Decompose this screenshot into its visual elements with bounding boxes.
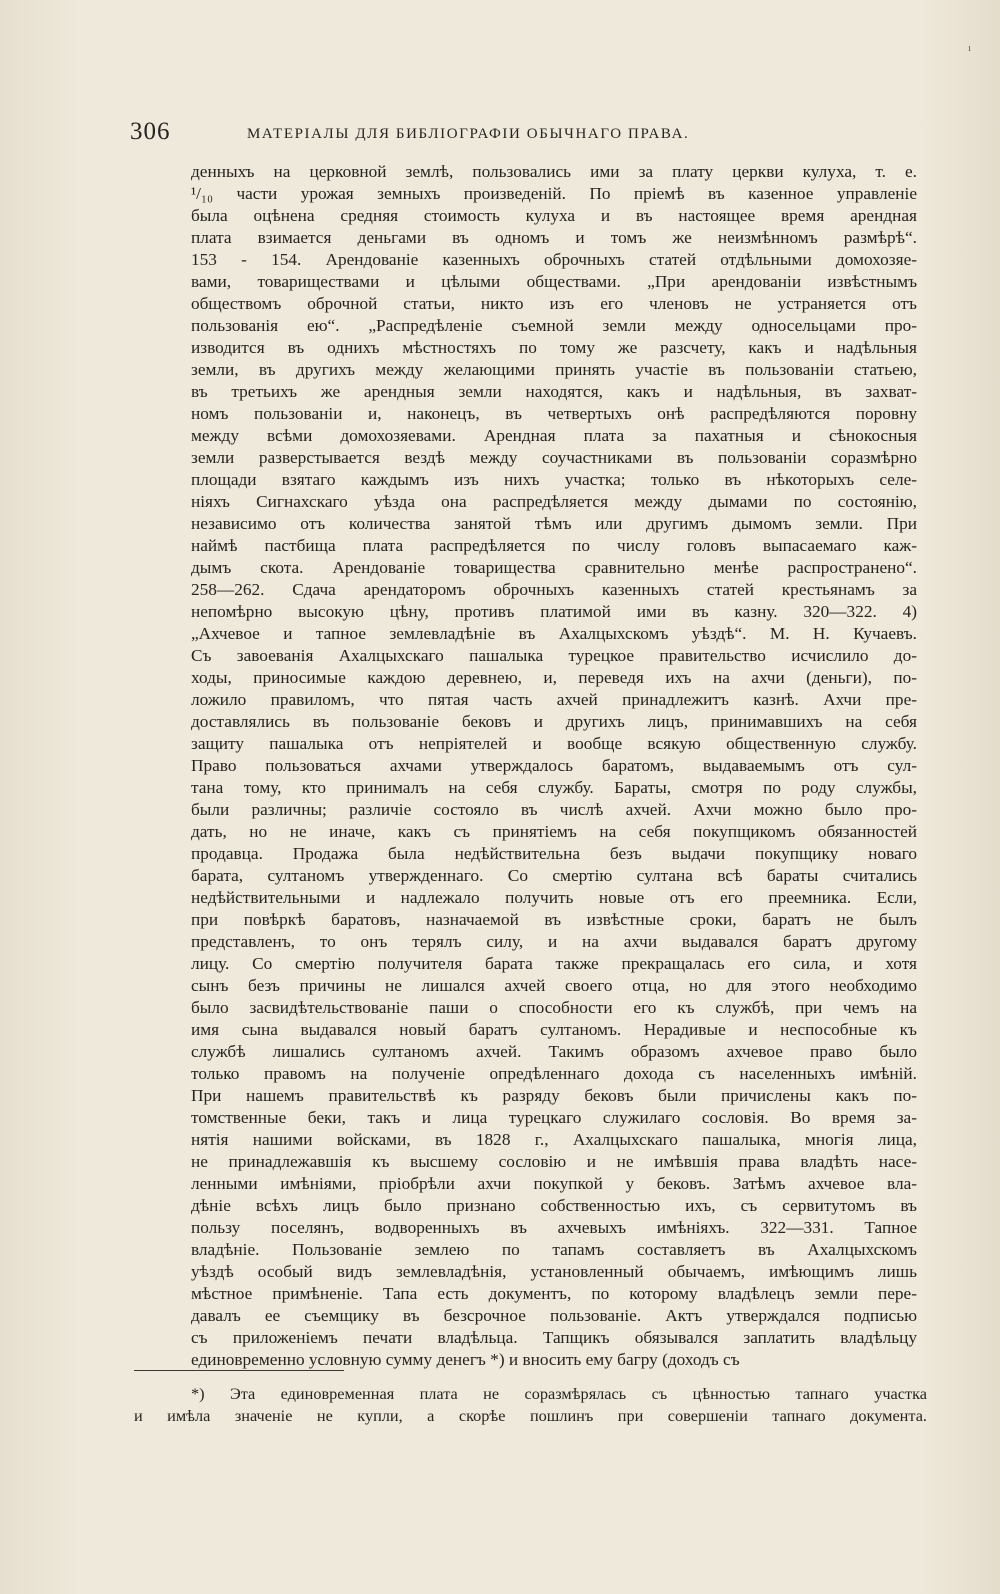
text-line: ложило правиломъ, что пятая часть ахчей принадлежитъ казнѣ. Ахчи пре- <box>191 690 917 709</box>
text-line: вами, товариществами и цѣлыми обществами. „При арендованіи извѣстнымъ <box>191 272 917 291</box>
text-line: нятія нашими войсками, въ 1828 г., Ахалцыхскаго пашалыка, многія лица, <box>191 1130 917 1149</box>
text-line: только правомъ на полученіе опредѣленнаго дохода съ населенныхъ имѣній. <box>191 1064 917 1083</box>
text-line: въ третьихъ же арендныя земли находятся, какъ и надѣльныя, въ захват- <box>191 382 917 401</box>
text-line: дать, но не иначе, какъ съ принятіемъ на себя покупщикомъ обязанностей <box>191 822 917 841</box>
margin-speck: ı <box>968 42 972 54</box>
text-line: независимо отъ количества занятой тѣмъ или другимъ дымомъ земли. При <box>191 514 917 533</box>
text-line: единовременно условную сумму денегъ *) и вносить ему багру (доходъ съ <box>191 1350 740 1369</box>
text-line: дымъ скота. Арендованіе товарищества сравнительно менѣе распространено“. <box>191 558 917 577</box>
text-line: земли разверстывается вездѣ между соучастниками въ пользованіи соразмѣрно <box>191 448 917 467</box>
text-line: доставлялись въ пользованіе бековъ и другихъ лицъ, принимавшихъ на себя <box>191 712 917 731</box>
text-line: представленъ, то онъ терялъ силу, и на ахчи выдавался баратъ другому <box>191 932 917 951</box>
footnote-rule <box>134 1370 344 1371</box>
text-line: барата, султаномъ утвержденнаго. Со смертію султана всѣ бараты считались <box>191 866 917 885</box>
footnotes <box>134 1383 927 1427</box>
text-line: При нашемъ правительствѣ къ разряду бековъ были причислены какъ по- <box>191 1086 917 1105</box>
text-line: изводится въ однихъ мѣстностяхъ по тому же разсчету, какъ и надѣльныя <box>191 338 917 357</box>
text-line: площади взятаго каждымъ изъ нихъ участка; только въ нѣкоторыхъ селе- <box>191 470 917 489</box>
text-line: ленными имѣніями, пріобрѣли ахчи покупкой у бековъ. Затѣмъ ахчевое вла- <box>191 1174 917 1193</box>
text-line: „Ахчевое и тапное землевладѣніе въ Ахалцыхскомъ уѣздѣ“. М. Н. Кучаевъ. <box>191 624 917 643</box>
text-line: ходы, приносимые каждою деревнею, и, переведя ихъ на ахчи (деньги), по- <box>191 668 917 687</box>
page-header <box>130 118 930 152</box>
footnote-line: *) Эта единовременная плата не соразмѣрялась съ цѣнностью тапнаго участка <box>191 1384 927 1403</box>
footnote-line: и имѣла значеніе не купли, а скорѣе пошлинъ при совершеніи тапнаго документа. <box>134 1406 927 1425</box>
text-line: владѣніе. Пользованіе землею по тапамъ составляетъ въ Ахалцыхскомъ <box>191 1240 917 1259</box>
text-line: ¹/₁₀ части урожая земныхъ произведеній. По пріемѣ въ казенное управленіе <box>191 184 917 203</box>
running-title: МАТЕРІАЛЫ ДЛЯ БИБЛІОГРАФІИ ОБЫЧНАГО ПРАВА. <box>247 126 690 142</box>
text-line: уѣздѣ особый видъ землевладѣнія, установленный обычаемъ, имѣющимъ лишь <box>191 1262 917 1281</box>
text-line: земли, въ другихъ между желающими принять участіе въ пользованіи статьею, <box>191 360 917 379</box>
body-text <box>191 161 917 1371</box>
text-line: обществомъ оброчной статьи, никто изъ его членовъ не устраняется отъ <box>191 294 917 313</box>
text-line: пользованія ею“. „Распредѣленіе съемной земли между односельцами про- <box>191 316 917 335</box>
text-line: сынъ безъ причины не лишался ахчей своего отца, но для этого необходимо <box>191 976 917 995</box>
text-line: 258—262. Сдача арендаторомъ оброчныхъ казенныхъ статей крестьянамъ за <box>191 580 917 599</box>
text-line: ніяхъ Сигнахскаго уѣзда она распредѣляется между дымами по состоянію, <box>191 492 917 511</box>
text-line: лицу. Со смертію получителя барата также прекращалась его сила, и хотя <box>191 954 917 973</box>
text-line: тана тому, кто принималъ на себя службу. Бараты, смотря по роду службы, <box>191 778 917 797</box>
text-line: недѣйствительными и надлежало получить новые отъ его преемника. Если, <box>191 888 917 907</box>
text-line: дѣніе всѣхъ лицъ было признано собственностью ихъ, съ сервитутомъ въ <box>191 1196 917 1215</box>
text-line: 153 - 154. Арендованіе казенныхъ оброчныхъ статей отдѣльными домохозяе- <box>191 250 917 269</box>
text-line: продавца. Продажа была недѣйствительна безъ выдачи покупщику новаго <box>191 844 917 863</box>
text-line: было засвидѣтельствованіе паши о способности его къ службѣ, при чемъ на <box>191 998 917 1017</box>
text-line: Право пользоваться ахчами утверждалось баратомъ, выдаваемымъ отъ сул- <box>191 756 917 775</box>
text-line: давалъ ее съемщику въ безсрочное пользованіе. Актъ утверждался подписью <box>191 1306 917 1325</box>
text-line: номъ пользованіи и, наконецъ, въ четвертыхъ онѣ распредѣляются поровну <box>191 404 917 423</box>
text-line: наймѣ пастбища плата распредѣляется по числу головъ выпасаемаго каж- <box>191 536 917 555</box>
text-line: между всѣми домохозяевами. Арендная плата за пахатныя и сѣнокосныя <box>191 426 917 445</box>
text-line: пользу поселянъ, водворенныхъ въ ахчевыхъ имѣніяхъ. 322—331. Тапное <box>191 1218 917 1237</box>
text-line: была оцѣнена средняя стоимость кулуха и въ настоящее время арендная <box>191 206 917 225</box>
text-line: непомѣрно высокую цѣну, противъ платимой ими въ казну. 320—322. 4) <box>191 602 917 621</box>
text-line: съ приложеніемъ печати владѣльца. Тапщикъ обязывался заплатить владѣльцу <box>191 1328 917 1347</box>
text-line: Съ завоеванія Ахалцыхскаго пашалыка турецкое правительство исчислило до- <box>191 646 917 665</box>
text-line: при повѣркѣ баратовъ, назначаемой въ извѣстные сроки, баратъ не былъ <box>191 910 917 929</box>
text-line: имя сына выдавался новый баратъ султаномъ. Нерадивые и неспособные къ <box>191 1020 917 1039</box>
text-line: томственные беки, такъ и лица турецкаго служилаго сословія. Во время за- <box>191 1108 917 1127</box>
text-line: не принадлежавшія къ высшему сословію и не имѣвшія права владѣть насе- <box>191 1152 917 1171</box>
text-line: денныхъ на церковной землѣ, пользовались ими за плату церкви кулуха, т. е. <box>191 162 917 181</box>
page-number: 306 <box>130 118 171 145</box>
text-line: были различны; различіе состояло въ числѣ ахчей. Ахчи можно было про- <box>191 800 917 819</box>
text-line: плата взимается деньгами въ одномъ и томъ же неизмѣнномъ размѣрѣ“. <box>191 228 917 247</box>
text-line: мѣстное примѣненіе. Тапа есть документъ, по которому владѣлецъ земли пере- <box>191 1284 917 1303</box>
text-line: защиту пашалыка отъ непріятелей и вообще всякую общественную службу. <box>191 734 917 753</box>
text-line: службѣ лишались султаномъ ахчей. Такимъ образомъ ахчевое право было <box>191 1042 917 1061</box>
